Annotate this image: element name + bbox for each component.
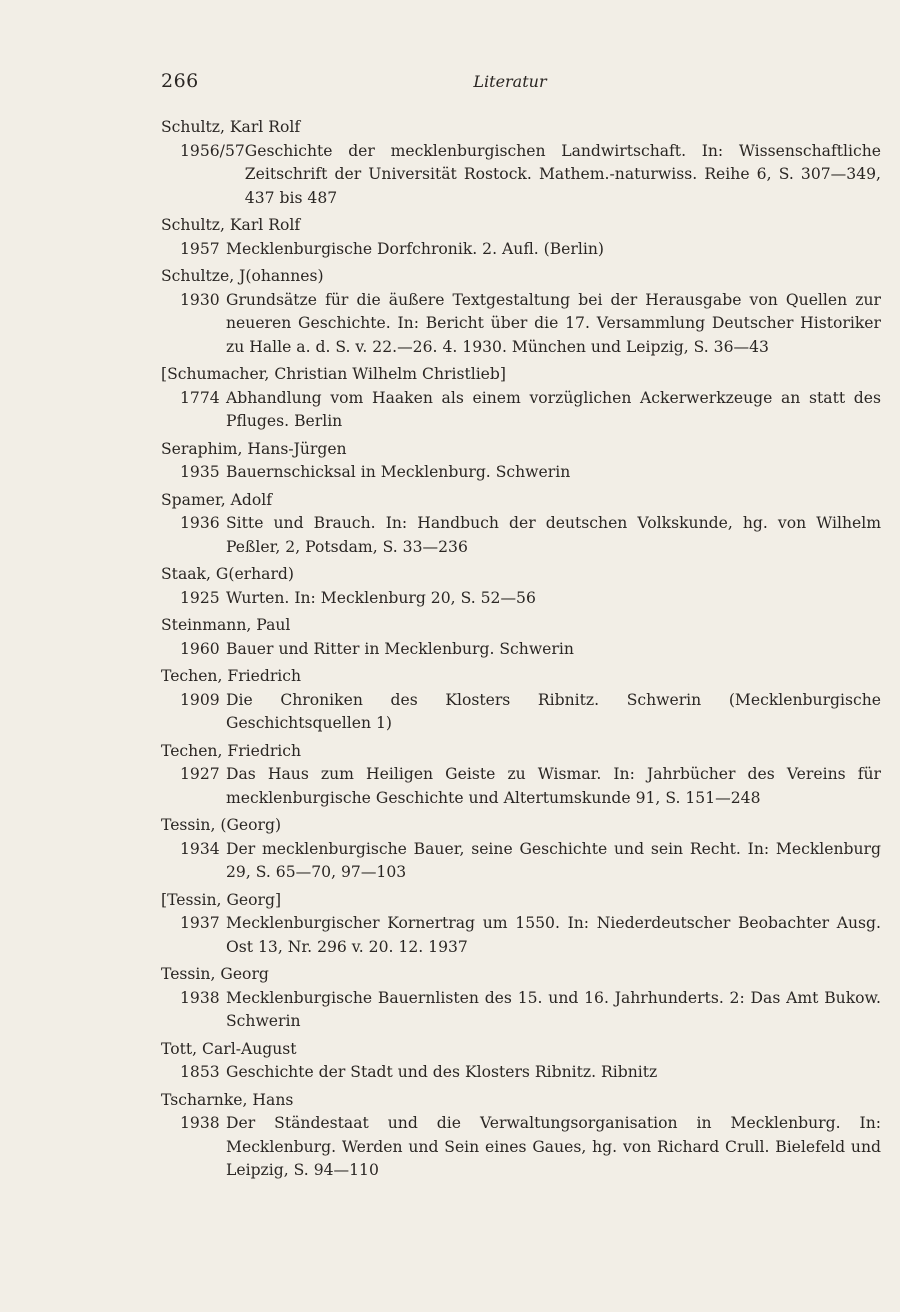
entry-title: Der Ständestaat und die Verwaltungsorganisation in Mecklenburg. In: Mecklenburg. Werden und Sein eines Gaues, hg. von Richard Crull. Bielefeld und Leipzig, S. 94—110 xyxy=(226,1114,881,1179)
entry-work xyxy=(161,838,881,885)
entry-author: [Tessin, Georg] xyxy=(161,890,282,909)
bibliography-entry xyxy=(161,963,881,1034)
page-number: 266 xyxy=(161,70,199,92)
entry-title: Das Haus zum Heiligen Geiste zu Wismar. In: Jahrbücher des Vereins für mecklenburgische Geschichte und Altertumskunde 91, S. 151—248 xyxy=(226,765,881,807)
entry-year: 1936 xyxy=(180,514,220,532)
entry-work xyxy=(161,587,881,611)
entry-author: Seraphim, Hans-Jürgen xyxy=(161,439,347,458)
entry-work xyxy=(161,289,881,360)
entry-work xyxy=(161,638,881,662)
bibliography-entry xyxy=(161,665,881,736)
running-head: Literatur xyxy=(473,72,547,91)
entry-work xyxy=(161,689,881,736)
entry-author: Tessin, Georg xyxy=(161,965,269,983)
entry-work xyxy=(161,387,881,434)
bibliography-entry xyxy=(161,1089,881,1183)
entry-author: Tessin, (Georg) xyxy=(161,816,282,834)
entry-year: 1938 xyxy=(180,1114,220,1132)
entry-year: 1927 xyxy=(180,765,220,783)
entry-work xyxy=(161,461,881,485)
entry-year: 1853 xyxy=(180,1063,220,1081)
entry-work xyxy=(161,987,881,1034)
entry-year: 1956/57 xyxy=(180,141,245,160)
bibliography-list xyxy=(161,116,881,1187)
entry-title: Abhandlung vom Haaken als einem vorzüglichen Ackerwerkzeuge an statt des Pfluges. Berlin xyxy=(226,388,881,430)
entry-author: Techen, Friedrich xyxy=(161,667,302,685)
entry-title: Die Chroniken des Klosters Ribnitz. Schwerin (Mecklenburgische Geschichtsquellen 1) xyxy=(226,690,881,732)
entry-year: 1957 xyxy=(180,239,220,258)
bibliography-entry xyxy=(161,265,881,359)
entry-author: Tott, Carl-August xyxy=(161,1039,297,1058)
entry-author: Tscharnke, Hans xyxy=(161,1090,294,1109)
entry-title: Geschichte der Stadt und des Klosters Ribnitz. Ribnitz xyxy=(226,1063,658,1081)
bibliography-entry xyxy=(161,1038,881,1085)
entry-work xyxy=(161,512,881,559)
entry-author: Spamer, Adolf xyxy=(161,490,273,509)
entry-title: Wurten. In: Mecklenburg 20, S. 52—56 xyxy=(226,588,536,607)
bibliography-entry xyxy=(161,614,881,661)
entry-year: 1934 xyxy=(180,839,220,858)
entry-year: 1930 xyxy=(180,290,220,309)
entry-title: Mecklenburgische Dorfchronik. 2. Aufl. (Berlin) xyxy=(226,239,604,258)
entry-title: Grundsätze für die äußere Textgestaltung bei der Herausgabe von Quellen zur neueren Geschichte. In: Bericht über die 17. Versammlung Deutscher Historiker zu Halle a. d. S. v. 22.—26. 4. 1930. München und Leipzig, S. 36—43 xyxy=(226,290,881,356)
bibliography-entry xyxy=(161,438,881,485)
entry-title: Geschichte der mecklenburgischen Landwirtschaft. In: Wissenschaftliche Zeitschrift der Universität Rostock. Mathem.-naturwiss. Reihe 6, S. 307—349, 437 bis 487 xyxy=(244,141,881,207)
entry-year: 1938 xyxy=(180,988,220,1007)
bibliography-entry xyxy=(161,214,881,261)
entry-year: 1935 xyxy=(180,463,220,481)
entry-work xyxy=(161,912,881,959)
entry-author: Schultze, J(ohannes) xyxy=(161,267,324,285)
bibliography-entry xyxy=(161,814,881,885)
entry-author: Schultz, Karl Rolf xyxy=(161,216,301,234)
entry-work xyxy=(161,763,881,810)
entry-year: 1909 xyxy=(180,690,220,709)
entry-title: Bauer und Ritter in Mecklenburg. Schwerin xyxy=(226,639,574,658)
bibliography-entry xyxy=(161,489,881,560)
entry-year: 1774 xyxy=(180,388,220,407)
entry-author: Staak, G(erhard) xyxy=(161,565,294,583)
entry-author: Techen, Friedrich xyxy=(161,741,302,760)
entry-title: Der mecklenburgische Bauer, seine Geschichte und sein Recht. In: Mecklenburg 29, S. 65—70, 97—103 xyxy=(226,839,881,881)
entry-work xyxy=(161,1061,881,1085)
entry-work xyxy=(161,1112,881,1183)
bibliography-entry xyxy=(161,740,881,811)
entry-year: 1960 xyxy=(180,639,220,658)
entry-title: Mecklenburgischer Kornertrag um 1550. In: Niederdeutscher Beobachter Ausg. Ost 13, Nr. 296 v. 20. 12. 1937 xyxy=(226,914,881,956)
entry-title: Mecklenburgische Bauernlisten des 15. und 16. Jahrhunderts. 2: Das Amt Bukow. Schwerin xyxy=(226,988,881,1030)
bibliography-entry xyxy=(161,563,881,610)
entry-title: Bauernschicksal in Mecklenburg. Schwerin xyxy=(226,463,571,481)
bibliography-entry xyxy=(161,889,881,960)
entry-author: [Schumacher, Christian Wilhelm Christlieb] xyxy=(161,365,506,383)
entry-title: Sitte und Brauch. In: Handbuch der deutschen Volkskunde, hg. von Wilhelm Peßler, 2, Potsdam, S. 33—236 xyxy=(226,514,881,556)
entry-year: 1937 xyxy=(180,914,220,932)
bibliography-entry xyxy=(161,363,881,434)
entry-author: Schultz, Karl Rolf xyxy=(161,118,301,136)
entry-author: Steinmann, Paul xyxy=(161,616,291,634)
entry-work xyxy=(161,140,881,211)
entry-work xyxy=(161,238,881,262)
bibliography-entry xyxy=(161,116,881,210)
entry-year: 1925 xyxy=(180,588,220,607)
